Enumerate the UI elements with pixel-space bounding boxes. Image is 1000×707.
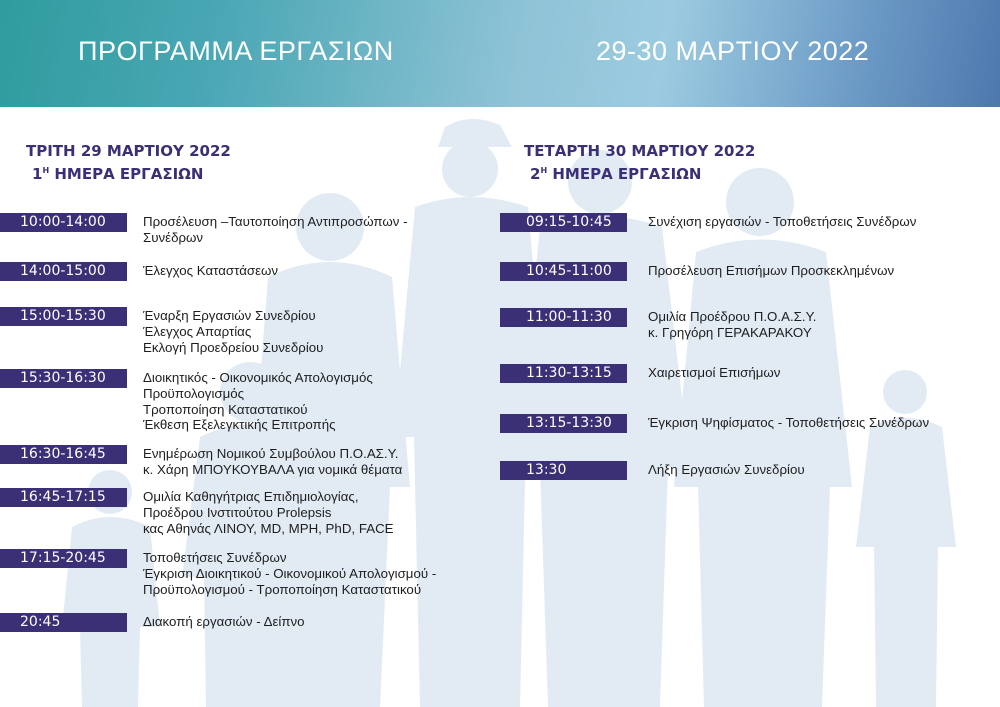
session-description — [143, 614, 305, 630]
day2-number: 2 — [530, 165, 541, 183]
session-line: Συνέδρων — [143, 229, 204, 245]
page-title: ΠΡΟΓΡΑΜΜΑ ΕΡΓΑΣΙΩΝ — [78, 36, 394, 66]
session-description — [143, 263, 278, 279]
session-line: κ. Χάρη ΜΠΟΥΚΟΥΒΑΛΑ για νομικά θέματα — [143, 461, 403, 477]
day2-ordinal: Η — [540, 166, 548, 175]
session-line: κ. Γρηγόρη ΓΕΡΑΚΑΡΑΚΟΥ — [648, 324, 812, 340]
day1-heading — [26, 142, 231, 184]
session-description — [648, 415, 929, 431]
session-line: Προϋπολογισμού - Τροποποίηση Καταστατικού — [143, 581, 422, 597]
time-badge: 15:30-16:30 — [0, 369, 127, 388]
session-line: Συνέχιση εργασιών - Τοποθετήσεις Συνέδρων — [648, 214, 917, 229]
day1-subtitle — [26, 161, 231, 184]
session-line: Έλεγχος Καταστάσεων — [143, 263, 279, 278]
session-line: Διακοπή εργασιών - Δείπνο — [143, 614, 305, 629]
session-line: Τοποθετήσεις Συνέδρων — [143, 550, 287, 565]
time-badge: 11:00-11:30 — [500, 308, 627, 327]
session-line: Διοικητικός - Οικονομικός Απολογισμός — [143, 370, 373, 385]
day1-label: ΗΜΕΡΑ ΕΡΓΑΣΙΩΝ — [49, 165, 204, 183]
day1-number: 1 — [32, 165, 43, 183]
day2-title: ΤΕΤΑΡΤΗ 30 ΜΑΡΤΙΟΥ 2022 — [524, 142, 756, 160]
session-line: Τροποποίηση Καταστατικού — [143, 401, 308, 417]
time-badge: 16:30-16:45 — [0, 445, 127, 464]
time-badge: 16:45-17:15 — [0, 488, 127, 507]
session-line: Έκθεση Εξελεγκτικής Επιτροπής — [143, 417, 336, 433]
session-description — [648, 214, 916, 230]
time-badge: 13:15-13:30 — [500, 414, 627, 433]
session-description — [648, 309, 816, 341]
session-description — [648, 365, 780, 381]
time-badge: 15:00-15:30 — [0, 307, 127, 326]
session-line: Προέδρου Ινστιτούτου Prolepsis — [143, 504, 332, 520]
session-line: Προϋπολογισμός — [143, 385, 245, 401]
time-badge: 17:15-20:45 — [0, 549, 127, 568]
session-description — [648, 263, 894, 279]
session-line: Έγκριση Διοικητικού - Οικονομικού Απολογισμού - — [143, 565, 437, 581]
session-line: Προσέλευση Επισήμων Προσκεκλημένων — [648, 263, 895, 278]
session-line: Προσέλευση –Ταυτοποίηση Αντιπροσώπων - — [143, 214, 408, 229]
day1-title: ΤΡΙΤΗ 29 ΜΑΡΤΙΟΥ 2022 — [26, 142, 231, 160]
time-badge: 20:45 — [0, 613, 127, 632]
session-description — [143, 489, 394, 536]
session-description — [143, 446, 402, 478]
time-badge: 13:30 — [500, 461, 627, 480]
day2-heading — [524, 142, 755, 184]
time-badge: 14:00-15:00 — [0, 262, 127, 281]
day2-subtitle — [524, 161, 755, 184]
time-badge: 10:00-14:00 — [0, 213, 127, 232]
session-description — [143, 370, 373, 433]
time-badge: 09:15-10:45 — [500, 213, 627, 232]
session-line: Χαιρετισμοί Επισήμων — [648, 365, 781, 380]
session-line: Εκλογή Προεδρείου Συνεδρίου — [143, 339, 324, 355]
session-line: Ομιλία Προέδρου Π.Ο.Α.Σ.Υ. — [648, 309, 817, 324]
session-line: Ενημέρωση Νομικού Συμβούλου Π.Ο.ΑΣ.Υ. — [143, 446, 399, 461]
session-line: Λήξη Εργασιών Συνεδρίου — [648, 462, 805, 477]
session-description — [143, 550, 436, 597]
event-date: 29-30 ΜΑΡΤΙΟΥ 2022 — [596, 36, 870, 66]
session-description — [648, 462, 805, 478]
session-line: κας Αθηνάς ΛΙΝΟΥ, MD, MPH, PhD, FACE — [143, 520, 394, 536]
session-line: Έλεγχος Απαρτίας — [143, 323, 252, 339]
session-line: Έγκριση Ψηφίσματος - Τοποθετήσεις Συνέδρων — [648, 415, 930, 430]
session-line: Ομιλία Καθηγήτριας Επιδημιολογίας, — [143, 489, 359, 504]
time-badge: 10:45-11:00 — [500, 262, 627, 281]
day1-ordinal: Η — [42, 166, 50, 175]
day2-label: ΗΜΕΡΑ ΕΡΓΑΣΙΩΝ — [547, 165, 702, 183]
time-badge: 11:30-13:15 — [500, 364, 627, 383]
session-line: Έναρξη Εργασιών Συνεδρίου — [143, 308, 316, 323]
session-description — [143, 308, 323, 355]
session-description — [143, 214, 408, 246]
header-banner — [0, 0, 1000, 107]
